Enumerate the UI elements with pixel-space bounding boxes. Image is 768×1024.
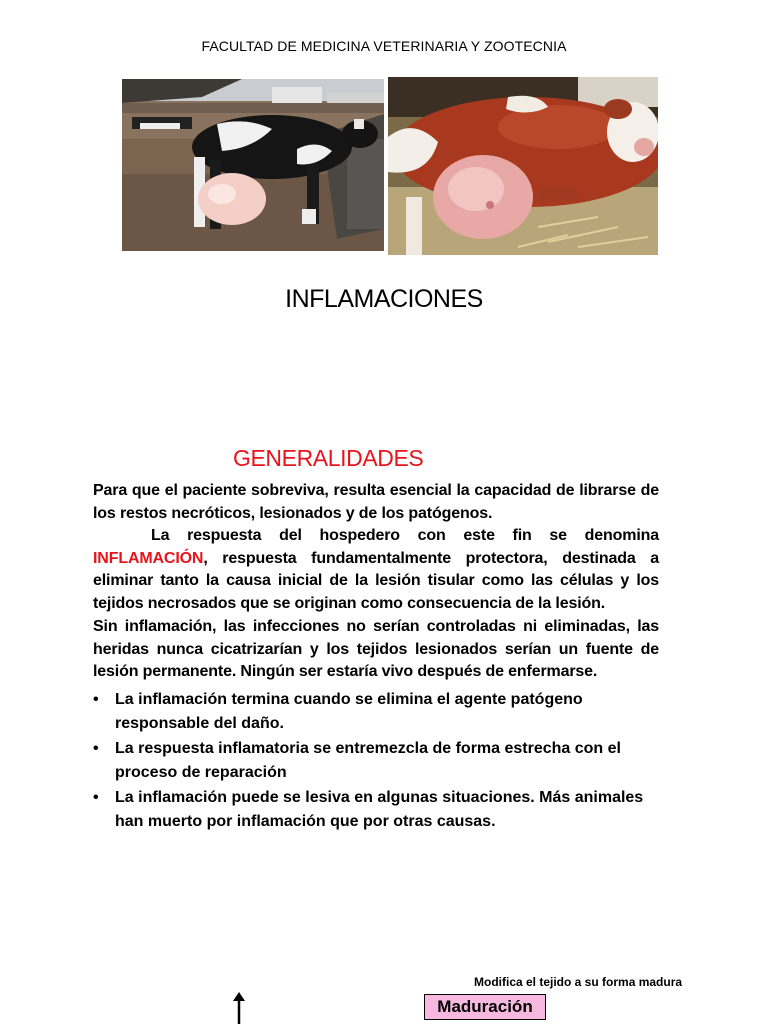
- maturation-note: Modifica el tejido a su forma madura: [474, 975, 683, 989]
- paragraph-definition-start: La respuesta del hospedero con este fin se denomina: [151, 527, 659, 544]
- faculty-header: FACULTAD DE MEDICINA VETERINARIA Y ZOOTECNIA: [201, 38, 567, 54]
- arrow-up-icon: [230, 992, 248, 1024]
- section-heading: GENERALIDADES: [233, 445, 424, 471]
- paragraph-intro: Para que el paciente sobreviva, resulta esencial la capacidad de librarse de los restos necróticos, lesionados y de los patógenos.: [93, 482, 659, 522]
- bullet-marker: •: [93, 691, 99, 708]
- paragraph-definition-end: , respuesta fundamentalmente protectora, destinada a eliminar tanto la causa inicial de la lesión tisular como las células y los tejidos necrosados que se originan como consecuencia de la lesión.: [93, 549, 659, 612]
- list-item: [93, 786, 659, 834]
- bullet-text: La inflamación termina cuando se elimina el agente patógeno responsable del daño.: [115, 691, 583, 732]
- maturation-box: Maduración: [424, 994, 546, 1020]
- list-item: [93, 688, 659, 736]
- paragraph-importance: Sin inflamación, las infecciones no serían controladas ni eliminadas, las heridas nunca cicatrizarían y los tejidos lesionados serían un fuente de lesión permanente. Ningún ser estaría vivo después de enfermarse.: [93, 618, 659, 680]
- page-title: INFLAMACIONES: [285, 285, 483, 313]
- cow-photo-right: [388, 77, 658, 255]
- list-item: [93, 737, 659, 785]
- bullet-text: La respuesta inflamatoria se entremezcla de forma estrecha con el proceso de reparación: [115, 740, 621, 781]
- bullet-marker: •: [93, 789, 99, 806]
- inflammation-term: INFLAMACIÓN: [93, 549, 204, 567]
- bullet-marker: •: [93, 740, 99, 757]
- cow-photo-left: [122, 79, 384, 251]
- bullet-list: [93, 688, 659, 835]
- bullet-text: La inflamación puede se lesiva en algunas situaciones. Más animales han muerto por inflamación que por otras causas.: [115, 789, 644, 830]
- paragraph-definition: [93, 525, 659, 615]
